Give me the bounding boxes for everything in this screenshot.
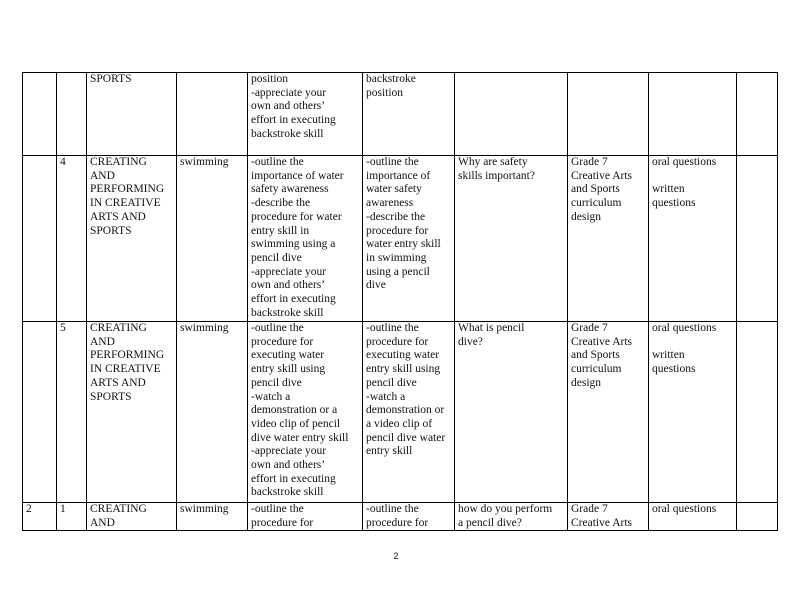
cell-assessment: oral questions (649, 503, 737, 531)
cell-resources: Grade 7 Creative Arts and Sports curriculum design (568, 322, 649, 503)
cell-sub-strand: swimming (177, 156, 248, 322)
cell-inquiry: how do you perform a pencil dive? (455, 503, 568, 531)
cell-strand: CREATING AND (87, 503, 177, 531)
cell-assessment: oral questions written questions (649, 322, 737, 503)
cell-inquiry (455, 73, 568, 156)
cell-remarks (737, 503, 778, 531)
table-row (23, 322, 778, 503)
cell-experiences: backstroke position (363, 73, 455, 156)
cell-week: 2 (23, 503, 57, 531)
cell-outcomes: position -appreciate your own and others’ effort in executing backstroke skill (248, 73, 363, 156)
cell-resources (568, 73, 649, 156)
cell-assessment: oral questions written questions (649, 156, 737, 322)
cell-remarks (737, 73, 778, 156)
cell-remarks (737, 156, 778, 322)
cell-strand: CREATING AND PERFORMING IN CREATIVE ARTS AND SPORTS (87, 322, 177, 503)
cell-experiences: -outline the procedure for (363, 503, 455, 531)
cell-strand: SPORTS (87, 73, 177, 156)
cell-week (23, 156, 57, 322)
cell-lesson: 5 (57, 322, 87, 503)
cell-lesson: 1 (57, 503, 87, 531)
cell-inquiry: What is pencil dive? (455, 322, 568, 503)
cell-lesson (57, 73, 87, 156)
cell-week (23, 73, 57, 156)
cell-outcomes: -outline the procedure for executing water entry skill using pencil dive -watch a demonstration or a video clip of pencil dive water entry skill -appreciate your own and others’ effort in executing backstroke skill (248, 322, 363, 503)
cell-resources: Grade 7 Creative Arts and Sports curriculum design (568, 156, 649, 322)
cell-assessment (649, 73, 737, 156)
table-row (23, 73, 778, 156)
cell-strand: CREATING AND PERFORMING IN CREATIVE ARTS AND SPORTS (87, 156, 177, 322)
cell-lesson: 4 (57, 156, 87, 322)
cell-sub-strand: swimming (177, 503, 248, 531)
cell-sub-strand (177, 73, 248, 156)
page-number: 2 (393, 551, 399, 561)
cell-week (23, 322, 57, 503)
cell-remarks (737, 322, 778, 503)
cell-experiences: -outline the procedure for executing water entry skill using pencil dive -watch a demonstration or a video clip of pencil dive water entry skill (363, 322, 455, 503)
table-row (23, 503, 778, 531)
table-row (23, 156, 778, 322)
cell-experiences: -outline the importance of water safety awareness -describe the procedure for water entry skill in swimming using a pencil dive (363, 156, 455, 322)
cell-resources: Grade 7 Creative Arts (568, 503, 649, 531)
cell-sub-strand: swimming (177, 322, 248, 503)
cell-outcomes: -outline the importance of water safety awareness -describe the procedure for water entry skill in swimming using a pencil dive -appreciate your own and others’ effort in executing backstroke skill (248, 156, 363, 322)
cell-inquiry: Why are safety skills important? (455, 156, 568, 322)
cell-outcomes: -outline the procedure for (248, 503, 363, 531)
scheme-of-work-table (22, 72, 778, 531)
